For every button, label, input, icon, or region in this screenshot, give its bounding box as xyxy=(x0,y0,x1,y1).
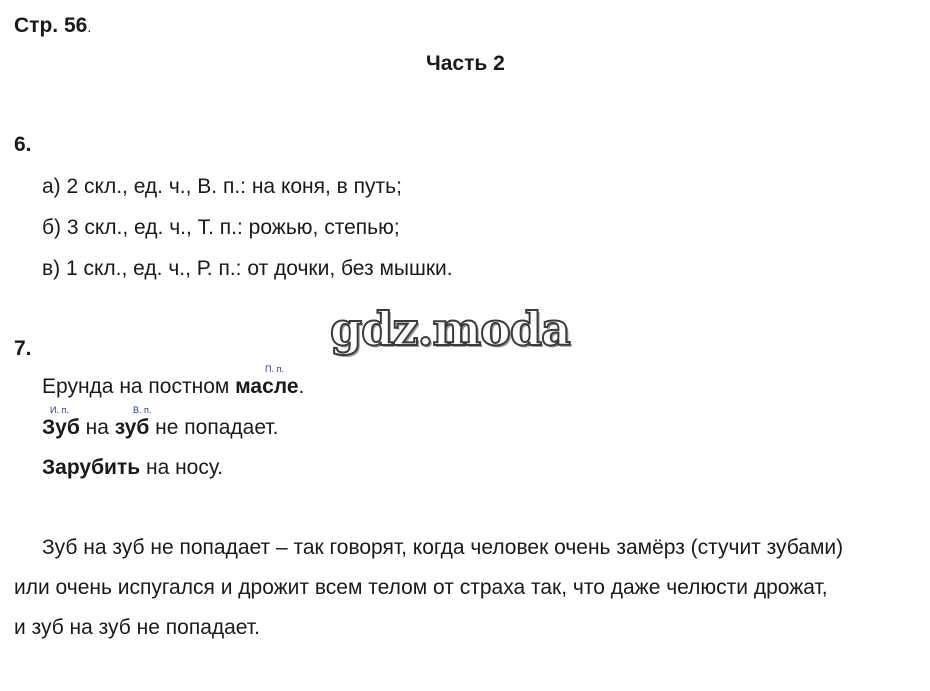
line1-text: Ерунда на постном xyxy=(42,375,236,398)
task-7-line-1 xyxy=(42,375,304,399)
task-7-number: 7. xyxy=(14,337,32,360)
task-6-item-a: а) 2 скл., ед. ч., В. п.: на коня, в путь; xyxy=(42,175,402,198)
task-7-line-3 xyxy=(42,456,223,480)
line2-bold-word-1: Зуб xyxy=(42,416,80,439)
line1-bold-word: масле xyxy=(235,375,299,398)
page-number-label: Стр. 56 xyxy=(14,14,88,37)
part-title: Часть 2 xyxy=(426,52,505,75)
task-6-item-b: б) 3 скл., ед. ч., Т. п.: рожью, степью; xyxy=(42,216,400,239)
task-6-item-c: в) 1 скл., ед. ч., Р. п.: от дочки, без мышки. xyxy=(42,257,453,280)
line2-mid: на xyxy=(79,416,115,439)
line2-bold-word-2: зуб xyxy=(114,416,150,439)
line3-bold-word: Зарубить xyxy=(42,456,141,479)
case-note-line2-first: И. п. xyxy=(50,405,69,415)
page-number xyxy=(14,14,91,38)
page-number-dot: . xyxy=(87,19,92,35)
task-7-line-2 xyxy=(42,416,278,440)
case-note-line2-second: В. п. xyxy=(133,405,152,415)
explanation-line-1: Зуб на зуб не попадает – так говорят, когда человек очень замёрз (стучит зубами) xyxy=(42,536,844,559)
task-6-number: 6. xyxy=(14,133,32,156)
line2-end: не попадает. xyxy=(149,416,279,439)
explanation-line-2: или очень испугался и дрожит всем телом от страха так, что даже челюсти дрожат, xyxy=(14,576,828,599)
line1-end: . xyxy=(298,375,305,398)
line3-end: на носу. xyxy=(140,456,224,479)
explanation-line-3: и зуб на зуб не попадает. xyxy=(14,616,260,639)
case-note-line1: П. п. xyxy=(265,364,284,374)
watermark: gdz.moda xyxy=(330,302,570,356)
